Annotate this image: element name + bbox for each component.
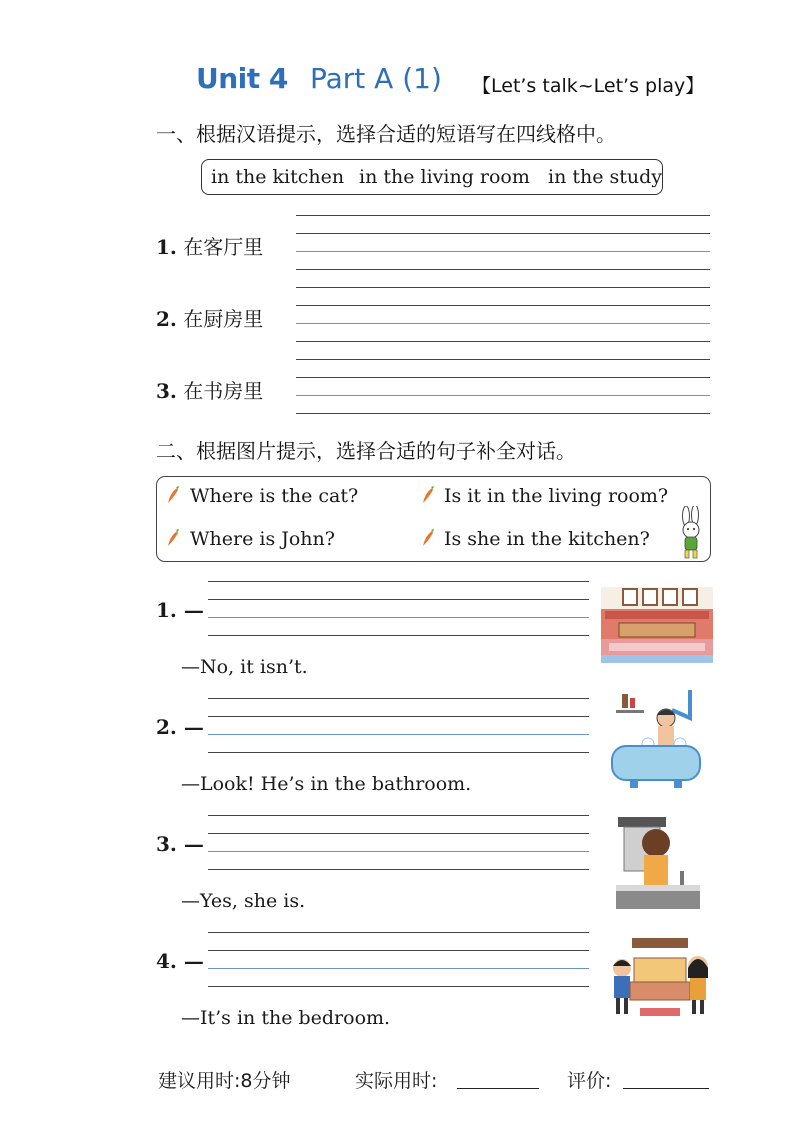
- rabbit-icon: [676, 506, 706, 560]
- rating-label: 评价:: [567, 1070, 612, 1092]
- dialogue-answer: —Yes, she is.: [181, 890, 306, 912]
- question-1: [156, 231, 263, 260]
- guide-line: [208, 932, 589, 933]
- bathroom-picture: [610, 688, 702, 790]
- dialogue-3-number: 3. —: [156, 832, 204, 856]
- guide-line: [208, 617, 589, 618]
- guide-line: [296, 215, 710, 216]
- guide-line: [296, 341, 710, 342]
- guide-line: [208, 716, 589, 717]
- question-text: 在客厅里: [183, 235, 264, 259]
- guide-line: [208, 815, 589, 816]
- rating-blank[interactable]: [623, 1068, 709, 1089]
- guide-line: [208, 986, 589, 987]
- guide-line: [296, 251, 710, 252]
- part-title: Part A (1): [310, 62, 442, 95]
- guide-line: [296, 269, 710, 270]
- guide-line: [296, 377, 710, 378]
- dialogue-answer: —It’s in the bedroom.: [181, 1007, 391, 1029]
- guide-line: [296, 233, 710, 234]
- sentence-option: Is it in the living room?: [444, 485, 669, 507]
- question-2: [156, 303, 263, 332]
- guide-line: [296, 395, 710, 396]
- carrot-icon: [421, 528, 435, 548]
- section2-heading: 二、根据图片提示，选择合适的句子补全对话。: [156, 439, 576, 463]
- guide-line: [296, 359, 710, 360]
- phrase-option: in the study: [548, 166, 663, 188]
- guide-line: [296, 413, 710, 414]
- carrot-icon: [166, 485, 180, 505]
- guide-line: [208, 833, 589, 834]
- kitchen-picture: [616, 811, 700, 911]
- guide-line: [208, 581, 589, 582]
- dialogue-2-number: 2. —: [156, 715, 204, 739]
- guide-line: [208, 734, 589, 735]
- question-3: [156, 375, 263, 404]
- question-number: 3.: [156, 379, 177, 403]
- carrot-icon: [166, 528, 180, 548]
- guide-line: [208, 698, 589, 699]
- guide-line: [208, 869, 589, 870]
- dialogue-answer: —No, it isn’t.: [181, 656, 308, 678]
- living-room-picture: [601, 587, 713, 663]
- dialogue-4-number: 4. —: [156, 949, 204, 973]
- guide-line: [296, 323, 710, 324]
- guide-line: [208, 635, 589, 636]
- guide-line: [296, 305, 710, 306]
- phrase-option: in the living room: [359, 166, 530, 188]
- lesson-subtitle: 【Let’s talk~Let’s play】: [472, 75, 705, 97]
- carrot-icon: [421, 485, 435, 505]
- guide-line: [208, 752, 589, 753]
- actual-time-label: 实际用时:: [355, 1070, 438, 1092]
- question-number: 2.: [156, 307, 177, 331]
- suggested-time: 建议用时:8分钟: [158, 1070, 291, 1092]
- actual-time-blank[interactable]: [457, 1068, 539, 1089]
- dialogue-1-number: 1. —: [156, 598, 204, 622]
- guide-line: [208, 851, 589, 852]
- guide-line: [296, 287, 710, 288]
- bedroom-picture: [608, 938, 712, 1020]
- guide-line: [208, 968, 589, 969]
- guide-line: [208, 599, 589, 600]
- unit-title: Unit 4: [196, 62, 288, 95]
- question-text: 在书房里: [183, 379, 264, 403]
- guide-line: [208, 950, 589, 951]
- phrase-option: in the kitchen: [211, 166, 345, 188]
- sentence-option: Where is John?: [190, 528, 335, 550]
- sentence-option: Is she in the kitchen?: [444, 528, 650, 550]
- question-number: 1.: [156, 235, 177, 259]
- dialogue-answer: —Look! He’s in the bathroom.: [181, 773, 472, 795]
- section1-heading: 一、根据汉语提示，选择合适的短语写在四线格中。: [156, 122, 616, 146]
- question-text: 在厨房里: [183, 307, 264, 331]
- sentence-option: Where is the cat?: [190, 485, 359, 507]
